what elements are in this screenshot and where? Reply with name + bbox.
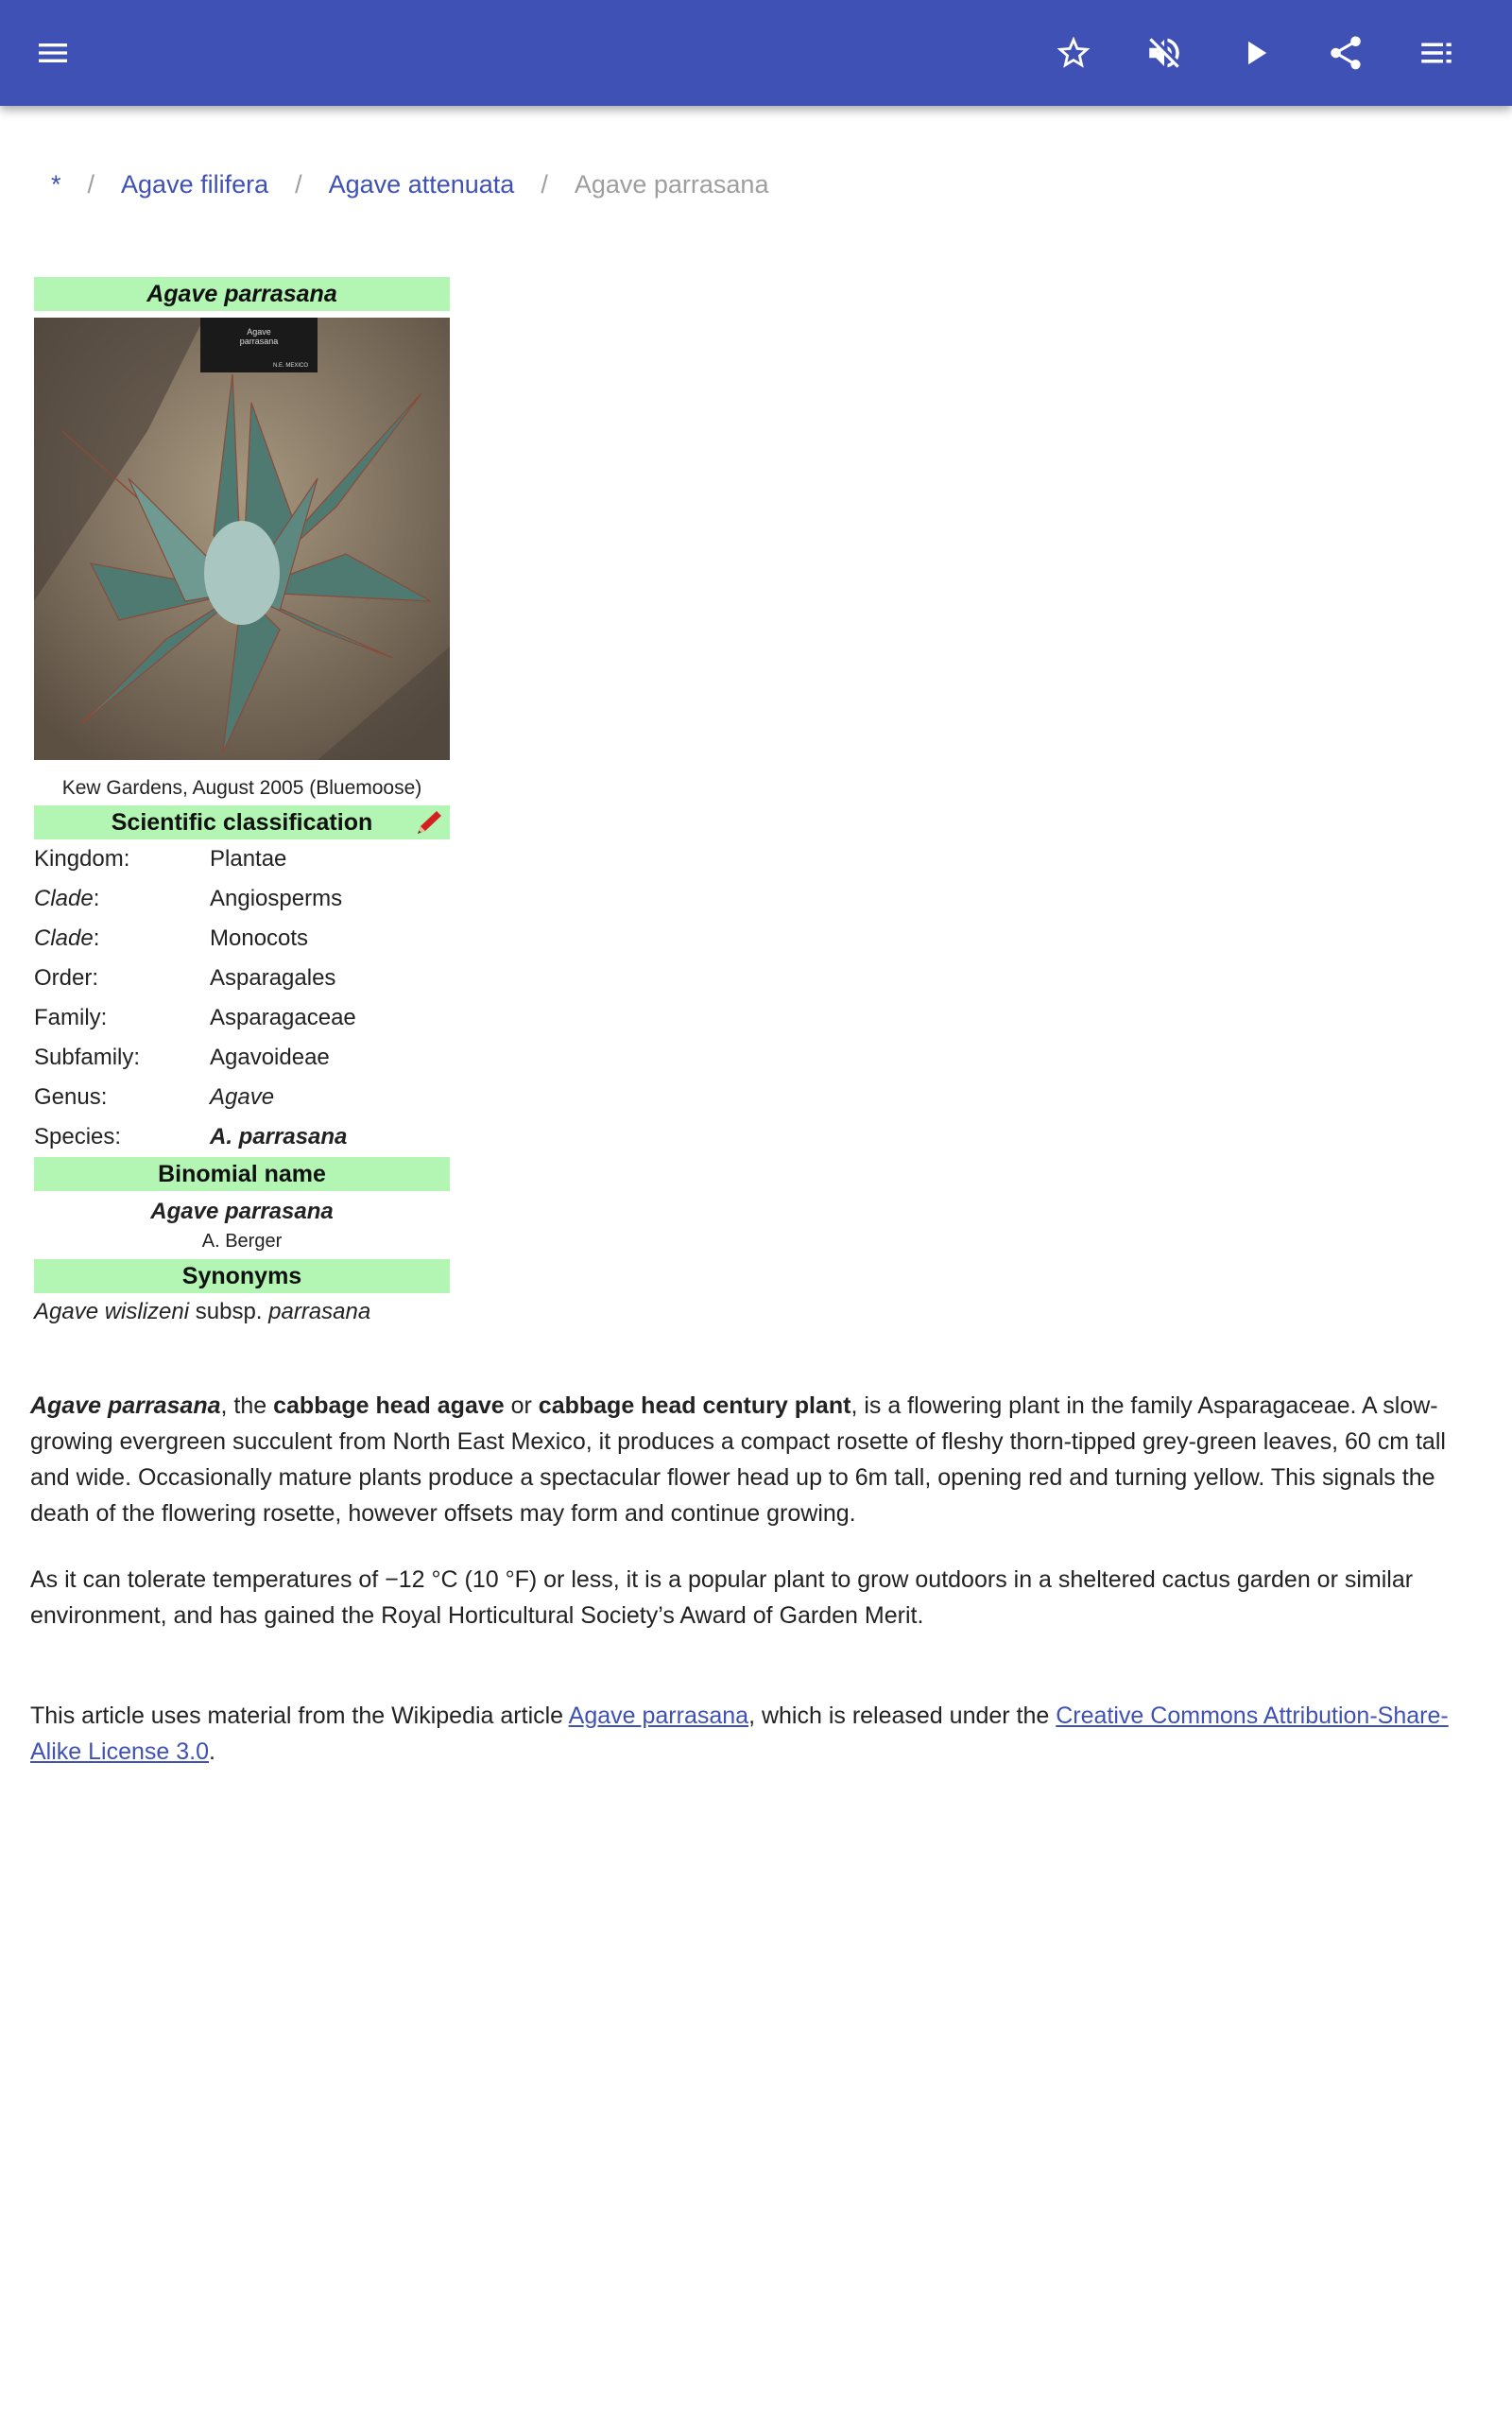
row-key: Clade: [34, 925, 94, 951]
playlist-icon: [1417, 33, 1456, 73]
binomial-header: Binomial name: [34, 1157, 450, 1191]
kingdom-value[interactable]: Plantae: [210, 846, 287, 872]
row-key: Clade: [34, 886, 94, 911]
subfamily-value[interactable]: Agavoideae: [210, 1045, 330, 1070]
synonym-name: Agave wislizeni: [34, 1299, 190, 1324]
breadcrumb-home[interactable]: *: [51, 170, 61, 199]
classification-row: [34, 879, 450, 919]
agave-photo[interactable]: [34, 318, 450, 760]
paragraph-cultivation: As it can tolerate temperatures of −12 °C (10 °F) or less, it is a popular plant to grow outdoors in a sheltered cactus garden or similar environment, and has gained the Royal Horticultural Society’s Award of Garden Merit.: [30, 1566, 1414, 1629]
classification-table: [34, 839, 450, 1157]
clade-value[interactable]: Angiosperms: [210, 886, 343, 911]
text: or: [504, 1392, 539, 1419]
binomial-name: Agave parrasana: [150, 1199, 334, 1224]
license-link[interactable]: Creative Commons Attribution-Share-Alike License 3.0: [30, 1703, 1449, 1765]
clade-value[interactable]: Monocots: [210, 925, 309, 951]
order-value[interactable]: Asparagales: [210, 965, 336, 991]
colon: :: [92, 965, 99, 991]
colon: :: [100, 1084, 108, 1110]
row-key: Subfamily: [34, 1045, 134, 1070]
text: This article uses material from the Wikipedia article: [30, 1703, 569, 1729]
app-bar: [0, 0, 1512, 106]
attribution: [30, 1698, 1481, 1770]
colon: :: [133, 1045, 141, 1070]
edit-pencil-icon[interactable]: [414, 809, 442, 836]
breadcrumb-agave-attenuata[interactable]: Agave attenuata: [328, 170, 515, 199]
colon: :: [114, 1124, 122, 1150]
colon: :: [100, 1005, 108, 1030]
infobox-title: Agave parrasana: [34, 277, 450, 311]
sign-text: Agave: [247, 327, 271, 337]
synonyms-header: Synonyms: [34, 1259, 450, 1293]
row-key: Species: [34, 1124, 115, 1150]
classification-row: [34, 998, 450, 1038]
binomial-author: A. Berger: [201, 1231, 283, 1252]
species-name: Agave parrasana: [30, 1392, 221, 1419]
breadcrumb-separator: /: [295, 170, 302, 199]
row-key: Order: [34, 965, 93, 991]
menu-button[interactable]: [26, 26, 79, 79]
text: , which is released under the: [748, 1703, 1057, 1729]
mute-button[interactable]: [1138, 26, 1191, 79]
paragraph-intro: [30, 1388, 1481, 1531]
common-name: cabbage head century plant: [538, 1392, 851, 1419]
classification-row: [34, 959, 450, 998]
family-value[interactable]: Asparagaceae: [210, 1005, 356, 1030]
synonym-infra: parrasana: [268, 1299, 371, 1324]
colon: :: [93, 886, 100, 911]
colon: :: [93, 925, 100, 951]
row-key: Kingdom: [34, 846, 124, 872]
sign-text: N.E. MEXICO: [272, 363, 308, 369]
classification-row: [34, 1117, 450, 1157]
row-key: Genus: [34, 1084, 101, 1110]
common-name: cabbage head agave: [273, 1392, 505, 1419]
row-key: Family: [34, 1005, 101, 1030]
breadcrumb-agave-filifera[interactable]: Agave filifera: [121, 170, 269, 199]
breadcrumb-separator: /: [87, 170, 95, 199]
classification-row: [34, 1078, 450, 1117]
wikipedia-article-link[interactable]: Agave parrasana: [568, 1703, 749, 1729]
volume-off-icon: [1144, 33, 1184, 73]
breadcrumb-current: Agave parrasana: [574, 170, 769, 199]
share-button[interactable]: [1319, 26, 1372, 79]
infobox: [34, 277, 450, 1325]
text: .: [209, 1738, 215, 1765]
classification-row: [34, 919, 450, 959]
colon: :: [123, 846, 130, 872]
breadcrumb: [51, 170, 768, 199]
article-body: [30, 1388, 1481, 1800]
play-icon: [1235, 33, 1275, 73]
play-button[interactable]: [1228, 26, 1281, 79]
classification-header: [34, 805, 450, 839]
breadcrumb-separator: /: [541, 170, 548, 199]
synonym-rank: subsp.: [189, 1299, 269, 1324]
classification-header-label: Scientific classification: [111, 809, 373, 836]
contents-button[interactable]: [1410, 26, 1463, 79]
genus-value[interactable]: Agave: [210, 1084, 275, 1110]
share-icon: [1326, 33, 1366, 73]
star-icon: [1054, 33, 1093, 73]
bookmark-button[interactable]: [1047, 26, 1100, 79]
classification-row: [34, 839, 450, 879]
text: , the: [220, 1392, 274, 1419]
sign-text: parrasana: [239, 337, 279, 346]
image-caption: Kew Gardens, August 2005 (Bluemoose): [61, 777, 422, 799]
synonym: [34, 1299, 450, 1325]
species-value: A. parrasana: [210, 1124, 348, 1150]
classification-row: [34, 1038, 450, 1078]
text: , is a flowering plant in the family Asparagaceae. A slow-growing evergreen succulent from North East Mexico, it produces a compact rosette of fleshy thorn-tipped grey-green leaves, 60 cm tall and wide. Occasionally mature plants produce a spectacular flower head up to 6m tall, opening red and turning yellow. This signals the death of the flowering rosette, however offsets may form and continue growing.: [30, 1392, 1446, 1527]
menu-icon: [34, 34, 72, 72]
